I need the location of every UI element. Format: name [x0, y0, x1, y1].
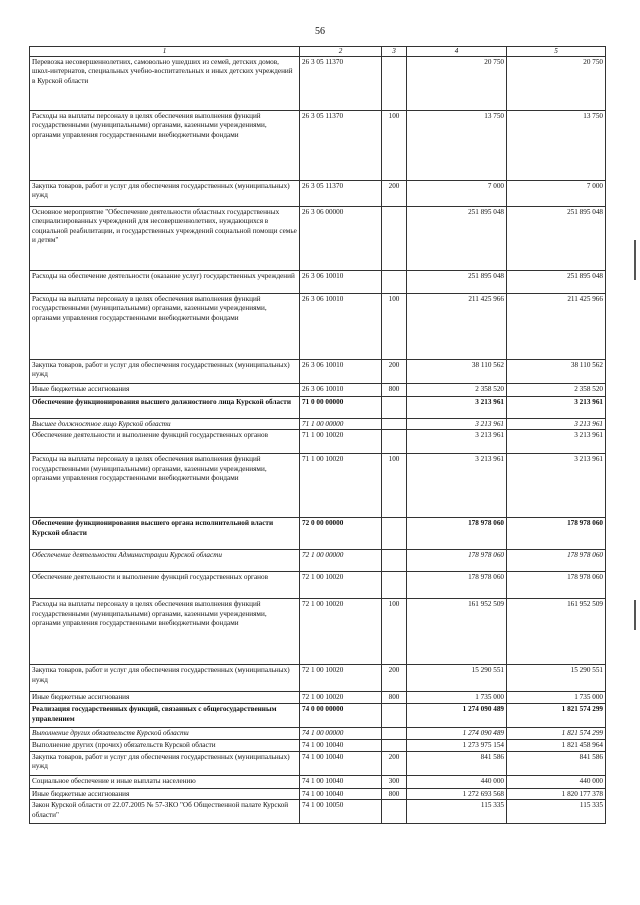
row-sum-year-1: 20 750: [407, 57, 507, 111]
column-header: 4: [407, 47, 507, 57]
page-number: 56: [315, 26, 325, 37]
row-name: Высшее должностное лицо Курской области: [30, 419, 300, 430]
row-sum-year-2: 178 978 060: [507, 518, 606, 550]
row-sum-year-2: 1 821 574 299: [507, 704, 606, 728]
row-sum-year-1: 251 895 048: [407, 271, 507, 294]
row-code: 26 3 06 10010: [300, 360, 382, 384]
table-row: [30, 454, 606, 518]
row-name: Закупка товаров, работ и услуг для обеспечения государственных (муниципальных) нужд: [30, 665, 300, 692]
row-name: Перевозка несовершеннолетних, самовольно ушедших из семей, детских домов, школ-интернатов, специальных учебно-воспитательных и иных детских учреждений в Курской области: [30, 57, 300, 111]
row-expense-type: [382, 800, 407, 824]
row-code: 71 0 00 00000: [300, 397, 382, 419]
row-expense-type: [382, 728, 407, 740]
column-header: 2: [300, 47, 382, 57]
row-expense-type: 100: [382, 294, 407, 360]
row-name: Иные бюджетные ассигнования: [30, 692, 300, 704]
row-code: 74 1 00 10040: [300, 740, 382, 751]
row-code: 72 1 00 10020: [300, 692, 382, 704]
row-code: 74 1 00 10040: [300, 775, 382, 788]
column-header: 5: [507, 47, 606, 57]
row-name: Обеспечение деятельности и выполнение функций государственных органов: [30, 572, 300, 599]
margin-mark: [634, 240, 636, 280]
row-code: 72 1 00 10020: [300, 665, 382, 692]
row-name: Выполнение других обязательств Курской области: [30, 728, 300, 740]
row-code: 74 1 00 00000: [300, 728, 382, 740]
row-code: 72 1 00 00000: [300, 550, 382, 572]
row-sum-year-2: 841 586: [507, 751, 606, 775]
table-row: [30, 111, 606, 181]
row-code: 71 1 00 10020: [300, 454, 382, 518]
row-name: Социальное обеспечение и иные выплаты населению: [30, 775, 300, 788]
row-name: Закон Курской области от 22.07.2005 № 57-ЗКО "Об Общественной палате Курской области": [30, 800, 300, 824]
row-expense-type: [382, 740, 407, 751]
row-sum-year-1: 211 425 966: [407, 294, 507, 360]
row-name: Закупка товаров, работ и услуг для обеспечения государственных (муниципальных) нужд: [30, 181, 300, 207]
table-row: [30, 397, 606, 419]
row-name: Выполнение других (прочих) обязательств Курской области: [30, 740, 300, 751]
table-row: [30, 271, 606, 294]
row-expense-type: [382, 57, 407, 111]
row-code: 71 1 00 10020: [300, 430, 382, 454]
row-code: 74 0 00 00000: [300, 704, 382, 728]
row-code: 26 3 06 10010: [300, 271, 382, 294]
row-sum-year-2: 15 290 551: [507, 665, 606, 692]
row-expense-type: 100: [382, 111, 407, 181]
row-sum-year-1: 115 335: [407, 800, 507, 824]
row-sum-year-2: 178 978 060: [507, 550, 606, 572]
row-code: 26 3 06 10010: [300, 294, 382, 360]
row-sum-year-2: 211 425 966: [507, 294, 606, 360]
row-sum-year-2: 1 735 000: [507, 692, 606, 704]
row-sum-year-1: 841 586: [407, 751, 507, 775]
row-sum-year-2: 20 750: [507, 57, 606, 111]
row-expense-type: [382, 397, 407, 419]
row-code: 26 3 05 11370: [300, 111, 382, 181]
row-sum-year-2: 440 000: [507, 775, 606, 788]
row-sum-year-2: 3 213 961: [507, 454, 606, 518]
row-sum-year-1: 1 735 000: [407, 692, 507, 704]
row-expense-type: 800: [382, 692, 407, 704]
row-sum-year-1: 1 274 090 489: [407, 704, 507, 728]
table-row: [30, 518, 606, 550]
row-expense-type: [382, 704, 407, 728]
row-name: Расходы на выплаты персоналу в целях обеспечения выполнения функций государственными (муниципальными) органами, казенными учреждениями, органами управления государственными внебюджетными фондами: [30, 111, 300, 181]
row-sum-year-1: 1 274 090 489: [407, 728, 507, 740]
row-expense-type: 100: [382, 599, 407, 665]
row-sum-year-1: 251 895 048: [407, 207, 507, 271]
row-sum-year-1: 440 000: [407, 775, 507, 788]
row-name: Расходы на выплаты персоналу в целях обеспечения выполнения функций государственными (муниципальными) органами, казенными учреждениями, органами управления государственными внебюджетными фондами: [30, 454, 300, 518]
row-sum-year-1: 3 213 961: [407, 419, 507, 430]
row-code: 72 0 00 00000: [300, 518, 382, 550]
table-row: [30, 704, 606, 728]
row-expense-type: 200: [382, 751, 407, 775]
row-sum-year-1: 161 952 509: [407, 599, 507, 665]
row-sum-year-1: 3 213 961: [407, 397, 507, 419]
row-sum-year-1: 1 272 693 568: [407, 788, 507, 799]
row-expense-type: [382, 518, 407, 550]
row-sum-year-2: 1 821 574 299: [507, 728, 606, 740]
row-sum-year-2: 38 110 562: [507, 360, 606, 384]
row-sum-year-2: 251 895 048: [507, 207, 606, 271]
row-sum-year-1: 13 750: [407, 111, 507, 181]
row-name: Реализация государственных функций, связанных с общегосударственным управлением: [30, 704, 300, 728]
row-sum-year-1: 3 213 961: [407, 454, 507, 518]
row-sum-year-2: 178 978 060: [507, 572, 606, 599]
table-row: [30, 550, 606, 572]
table-row: [30, 57, 606, 111]
table-row: [30, 788, 606, 799]
row-code: 74 1 00 10040: [300, 751, 382, 775]
row-name: Обеспечение функционирования высшего должностного лица Курской области: [30, 397, 300, 419]
table-row: [30, 419, 606, 430]
row-code: 26 3 05 11370: [300, 57, 382, 111]
row-name: Закупка товаров, работ и услуг для обеспечения государственных (муниципальных) нужд: [30, 751, 300, 775]
row-code: 26 3 06 00000: [300, 207, 382, 271]
row-expense-type: [382, 430, 407, 454]
table-row: [30, 207, 606, 271]
row-expense-type: 200: [382, 360, 407, 384]
row-expense-type: 300: [382, 775, 407, 788]
row-sum-year-1: 15 290 551: [407, 665, 507, 692]
row-name: Расходы на обеспечение деятельности (оказание услуг) государственных учреждений: [30, 271, 300, 294]
table-row: [30, 572, 606, 599]
row-code: 26 3 05 11370: [300, 181, 382, 207]
row-sum-year-2: 161 952 509: [507, 599, 606, 665]
row-expense-type: 200: [382, 665, 407, 692]
header-row: [30, 47, 606, 57]
row-sum-year-2: 1 820 177 378: [507, 788, 606, 799]
row-code: 74 1 00 10040: [300, 788, 382, 799]
row-name: Обеспечение деятельности и выполнение функций государственных органов: [30, 430, 300, 454]
row-expense-type: 200: [382, 181, 407, 207]
table-row: [30, 599, 606, 665]
row-expense-type: 100: [382, 454, 407, 518]
row-sum-year-2: 3 213 961: [507, 419, 606, 430]
row-name: Обеспечение функционирования высшего органа исполнительной власти Курской области: [30, 518, 300, 550]
table-row: [30, 384, 606, 397]
row-sum-year-2: 3 213 961: [507, 397, 606, 419]
row-expense-type: [382, 550, 407, 572]
table-row: [30, 430, 606, 454]
column-header: 1: [30, 47, 300, 57]
table-row: [30, 692, 606, 704]
margin-mark: [634, 600, 636, 630]
row-code: 26 3 06 10010: [300, 384, 382, 397]
row-sum-year-2: 251 895 048: [507, 271, 606, 294]
row-code: 74 1 00 10050: [300, 800, 382, 824]
row-sum-year-1: 178 978 060: [407, 550, 507, 572]
table-row: [30, 294, 606, 360]
row-expense-type: 800: [382, 384, 407, 397]
table-row: [30, 728, 606, 740]
row-name: Закупка товаров, работ и услуг для обеспечения государственных (муниципальных) нужд: [30, 360, 300, 384]
row-sum-year-1: 178 978 060: [407, 518, 507, 550]
row-expense-type: 800: [382, 788, 407, 799]
row-sum-year-2: 1 821 458 964: [507, 740, 606, 751]
row-name: Обеспечение деятельности Администрации Курской области: [30, 550, 300, 572]
row-name: Расходы на выплаты персоналу в целях обеспечения выполнения функций государственными (муниципальными) органами, казенными учреждениями, органами управления государственными внебюджетными фондами: [30, 294, 300, 360]
column-header: 3: [382, 47, 407, 57]
row-sum-year-1: 3 213 961: [407, 430, 507, 454]
row-code: 72 1 00 10020: [300, 572, 382, 599]
row-expense-type: [382, 419, 407, 430]
row-expense-type: [382, 572, 407, 599]
row-expense-type: [382, 271, 407, 294]
table-row: [30, 360, 606, 384]
row-code: 71 1 00 00000: [300, 419, 382, 430]
row-sum-year-1: 178 978 060: [407, 572, 507, 599]
row-sum-year-1: 38 110 562: [407, 360, 507, 384]
row-sum-year-2: 3 213 961: [507, 430, 606, 454]
row-sum-year-2: 7 000: [507, 181, 606, 207]
row-expense-type: [382, 207, 407, 271]
row-name: Иные бюджетные ассигнования: [30, 384, 300, 397]
row-sum-year-1: 7 000: [407, 181, 507, 207]
budget-table: [29, 46, 606, 824]
table-row: [30, 775, 606, 788]
table-row: [30, 740, 606, 751]
row-sum-year-2: 115 335: [507, 800, 606, 824]
row-name: Иные бюджетные ассигнования: [30, 788, 300, 799]
row-code: 72 1 00 10020: [300, 599, 382, 665]
table-row: [30, 181, 606, 207]
row-sum-year-1: 1 273 975 154: [407, 740, 507, 751]
row-sum-year-2: 13 750: [507, 111, 606, 181]
row-name: Основное мероприятие "Обеспечение деятельности областных государственных специализированных учреждений для несовершеннолетних, нуждающихся в социальной реабилитации, и государственных учреждений социальной помощи семье и детям": [30, 207, 300, 271]
table-row: [30, 665, 606, 692]
row-name: Расходы на выплаты персоналу в целях обеспечения выполнения функций государственными (муниципальными) органами, казенными учреждениями, органами управления государственными внебюджетными фондами: [30, 599, 300, 665]
table-row: [30, 800, 606, 824]
table-row: [30, 751, 606, 775]
row-sum-year-1: 2 358 520: [407, 384, 507, 397]
row-sum-year-2: 2 358 520: [507, 384, 606, 397]
